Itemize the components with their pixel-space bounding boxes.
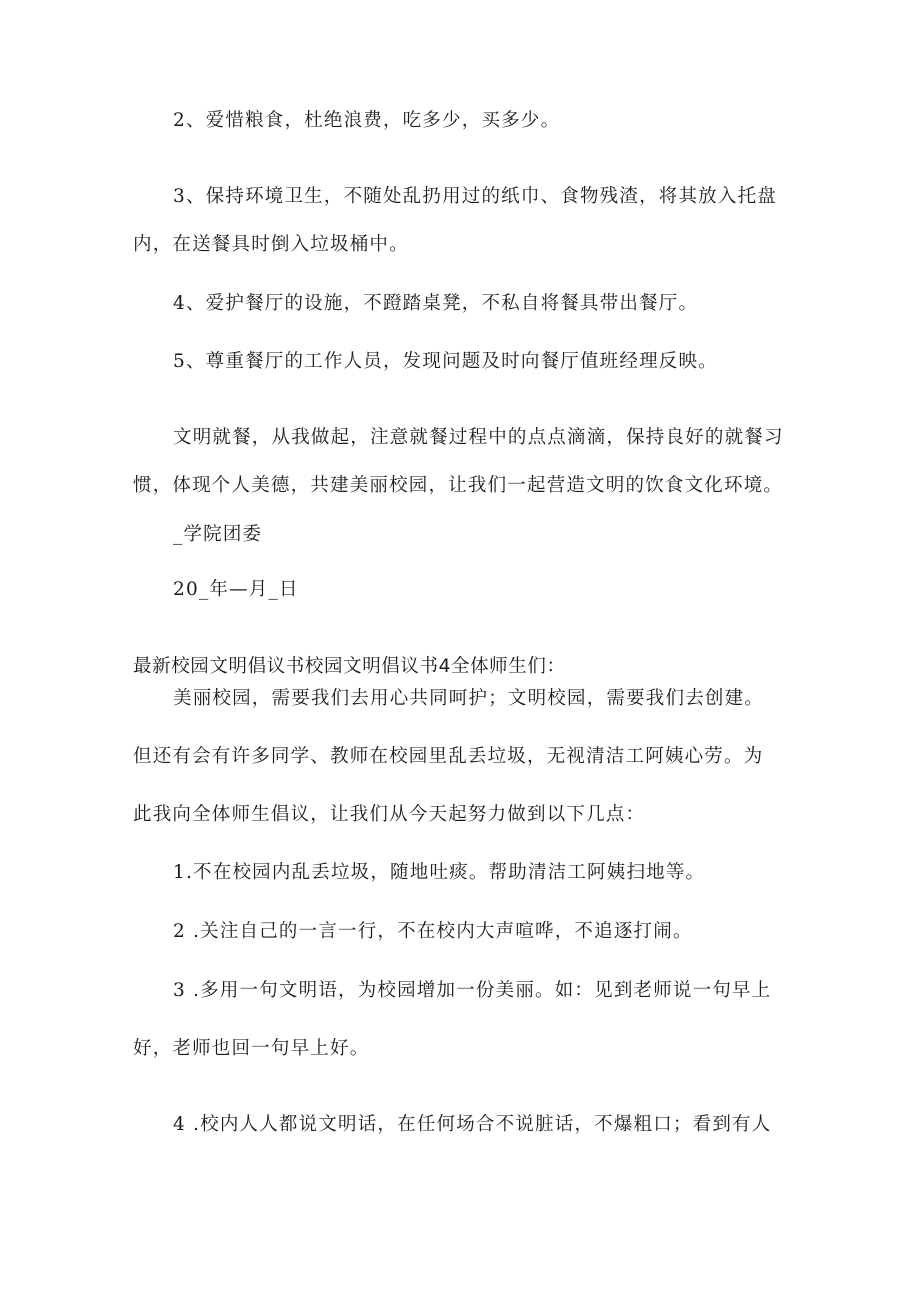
body-paragraph-line1: 但还有会有许多同学、教师在校园里乱丢垃圾，无视清洁工阿姨心劳。为 — [133, 746, 764, 767]
signature-org: _学院团委 — [173, 524, 263, 545]
section-heading: 最新校园文明倡议书校园文明倡议书4全体师生们： — [133, 656, 566, 677]
closing-paragraph-line1: 文明就餐，从我做起，注意就餐过程中的点点滴滴，保持良好的就餐习 — [173, 427, 784, 448]
body-paragraph-line2: 此我向全体师生倡议，让我们从今天起努力做到以下几点： — [133, 804, 646, 825]
signature-date: 20_年—月_日 — [173, 579, 299, 600]
paragraph-item-2: 2、爱惜粮食，杜绝浪费，吃多少，买多少。 — [173, 110, 561, 131]
closing-paragraph-line2: 惯，体现个人美德，共建美丽校园，让我们一起营造文明的饮食文化环境。 — [133, 475, 784, 496]
paragraph-item-3-line2: 内，在送餐具时倒入垃圾桶中。 — [133, 234, 409, 255]
list-item-4: 4 .校内人人都说文明话，在任何场合不说脏话，不爆粗口；看到有人 — [173, 1114, 772, 1135]
list-item-1: 1.不在校园内乱丢垃圾，随地吐痰。帮助清洁工阿姨扫地等。 — [173, 862, 706, 883]
list-item-2: 2 .关注自己的一言一行，不在校内大声喧哗，不追逐打闹。 — [173, 921, 693, 942]
paragraph-item-3-line1: 3、保持环境卫生，不随处乱扔用过的纸巾、食物残渣，将其放入托盘 — [173, 186, 777, 207]
intro-paragraph: 美丽校园，需要我们去用心共同呵护；文明校园，需要我们去创建。 — [173, 688, 765, 709]
paragraph-item-5: 5、尊重餐厅的工作人员，发现问题及时向餐厅值班经理反映。 — [173, 351, 718, 372]
list-item-3-line2: 好，老师也回一句早上好。 — [133, 1038, 370, 1059]
paragraph-item-4: 4、爱护餐厅的设施，不蹬踏桌凳，不私自将餐具带出餐厅。 — [173, 293, 699, 314]
list-item-3-line1: 3 .多用一句文明语，为校园增加一份美丽。如：见到老师说一句早上 — [173, 980, 772, 1001]
